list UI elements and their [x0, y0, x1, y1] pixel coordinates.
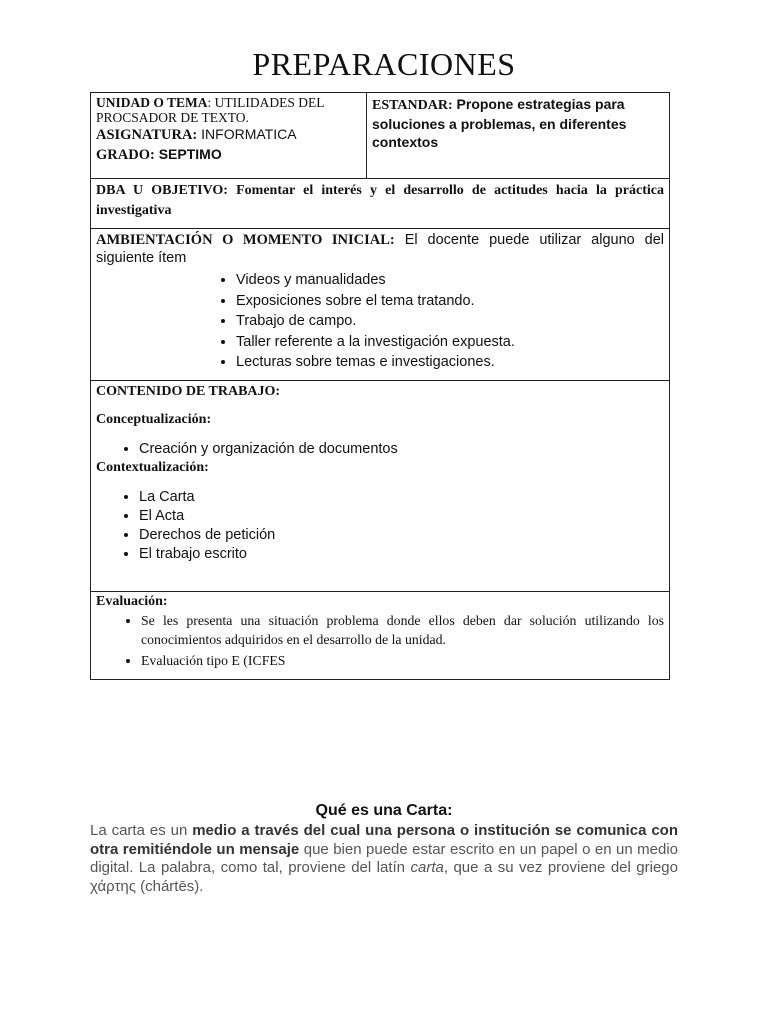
- ambientacion-value: El docente puede utilizar alguno del siguiente ítem: [96, 232, 665, 266]
- list-item: • El trabajo escrito: [139, 545, 664, 564]
- ambientacion-label: AMBIENTACIÓN O MOMENTO INICIAL:: [96, 232, 395, 248]
- evaluacion-list: [96, 611, 664, 670]
- article-bold-text: medio a través del cual una persona o institución se comunica con otra remitiéndole un mensaje: [90, 822, 678, 858]
- unidad-cell: [91, 93, 367, 179]
- article-text: La carta es un: [90, 822, 193, 839]
- asignatura-value: INFORMATICA: [197, 126, 297, 142]
- list-item: • Exposiciones sobre el tema tratando.: [236, 291, 664, 312]
- grado-value: SEPTIMO: [154, 146, 222, 162]
- contenido-cell: [91, 380, 670, 591]
- unidad-value-1: : UTILIDADES DEL: [207, 95, 325, 110]
- page-title: PREPARACIONES: [252, 46, 516, 82]
- grado-label: GRADO:: [96, 147, 155, 163]
- estandar-cell: [367, 93, 670, 179]
- contextualizacion-list: [96, 488, 664, 564]
- article-text: , que a su vez proviene del griego χάρτης (chártēs).: [90, 859, 678, 895]
- dba-objetivo: DBA U OBJETIVO: Fomentar el interés y el desarrollo de actitudes hacia la práctica investigativa: [91, 179, 670, 229]
- estandar-label: ESTANDAR:: [372, 98, 453, 113]
- ambientacion-cell: [91, 229, 670, 381]
- article-italic-text: carta: [410, 859, 444, 876]
- conceptualizacion-label: Conceptualización:: [96, 411, 212, 427]
- list-item: • El Acta: [139, 507, 664, 526]
- list-item: • Taller referente a la investigación expuesta.: [236, 332, 664, 353]
- article-text: que bien puede estar escrito en un papel o en un medio digital. La palabra, como tal, proviene del latín: [90, 840, 678, 876]
- list-item: • La Carta: [139, 488, 664, 507]
- asignatura-label: ASIGNATURA:: [96, 127, 198, 143]
- lesson-plan-table: [90, 92, 670, 680]
- list-item: • Evaluación tipo E (ICFES: [141, 651, 664, 670]
- list-item: • Creación y organización de documentos: [139, 440, 664, 459]
- estandar-value: Propone estrategias para soluciones a problemas, en diferentes contextos: [372, 96, 627, 150]
- evaluacion-label: Evaluación:: [96, 593, 168, 609]
- evaluacion-cell: [91, 591, 670, 679]
- list-item: • Lecturas sobre temas e investigaciones.: [236, 352, 664, 373]
- list-item: • Videos y manualidades: [236, 270, 664, 291]
- article-body: [90, 822, 678, 896]
- contenido-label: CONTENIDO DE TRABAJO:: [96, 383, 281, 399]
- list-item: • Trabajo de campo.: [236, 311, 664, 332]
- ambientacion-list: [96, 270, 664, 373]
- article-title: Qué es una Carta:: [315, 802, 453, 819]
- unidad-value-2: PROCSADOR DE TEXTO.: [96, 110, 249, 125]
- list-item: • Se les presenta una situación problema donde ellos deben dar solución utilizando los conocimientos adquiridos en el desarrollo de la unidad.: [141, 611, 664, 649]
- list-item: • Derechos de petición: [139, 526, 664, 545]
- unidad-label: UNIDAD O TEMA: [96, 95, 208, 110]
- contextualizacion-label: Contextualización:: [96, 459, 209, 475]
- conceptualizacion-list: [96, 440, 664, 459]
